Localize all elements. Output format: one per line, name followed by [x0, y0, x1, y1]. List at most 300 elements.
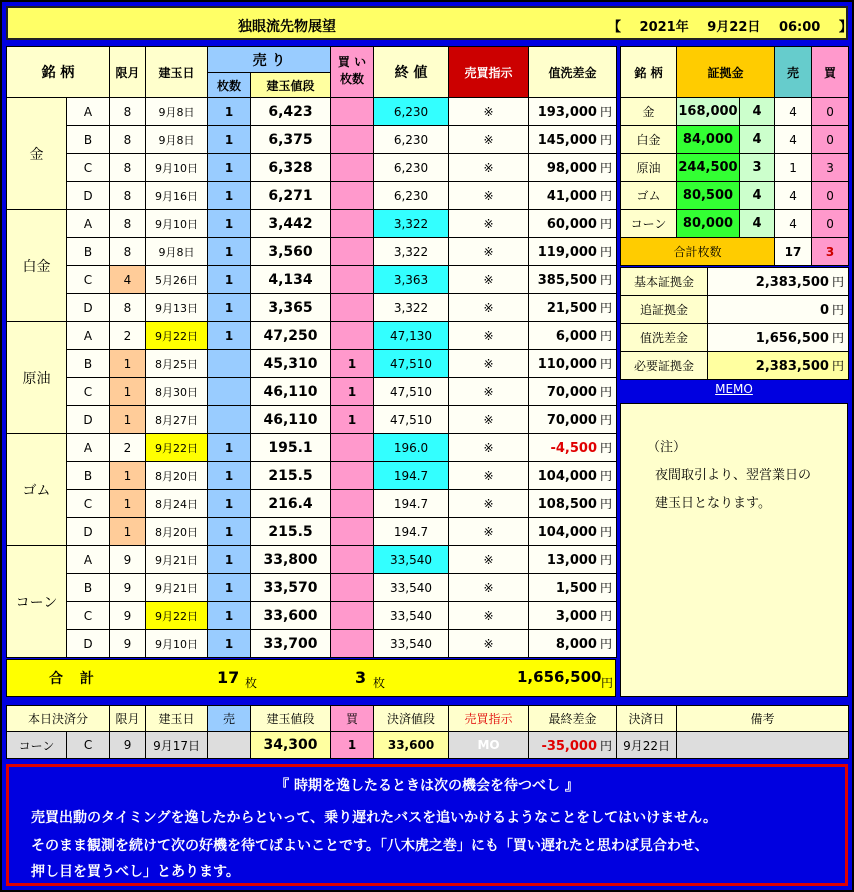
position-price: 47,250: [251, 322, 331, 350]
position-close: 6,230: [374, 154, 449, 182]
position-code: B: [67, 126, 110, 154]
table-row: [7, 322, 617, 350]
table-row: [7, 518, 617, 546]
margin-amount: 168,000: [677, 98, 740, 126]
instruction-mark: ※: [449, 126, 529, 154]
summary-value: [708, 268, 849, 296]
summary-value-number: 0: [819, 303, 829, 318]
instruction-mark: ※: [449, 434, 529, 462]
margin-count: 4: [740, 126, 775, 154]
position-diff: [529, 182, 617, 210]
message-title: 『 時期を逸したるときは次の機会を待つべし 』: [275, 778, 579, 794]
group-name: 原油: [7, 322, 67, 434]
position-close: 33,540: [374, 630, 449, 658]
margin-row: [621, 182, 849, 210]
position-diff: [529, 154, 617, 182]
position-buy-count: [331, 210, 374, 238]
position-month: 8: [110, 182, 146, 210]
position-code: D: [67, 518, 110, 546]
position-buy-count: [331, 322, 374, 350]
yen-unit: 円: [599, 385, 612, 399]
header-instruction: 売買指示: [449, 47, 529, 98]
yen-unit: 円: [599, 245, 612, 259]
table-row: [7, 98, 617, 126]
position-price: 46,110: [251, 406, 331, 434]
yen-unit: 円: [599, 413, 612, 427]
position-diff: [529, 322, 617, 350]
totals-sell-unit: 枚: [245, 676, 258, 690]
position-sell-count: 1: [208, 574, 251, 602]
position-sell-count: [208, 350, 251, 378]
group-name: コーン: [7, 546, 67, 658]
position-diff: [529, 434, 617, 462]
position-diff-value: 41,000: [546, 189, 597, 204]
yen-unit: 円: [599, 189, 612, 203]
summary-label: 基本証拠金: [621, 268, 708, 296]
instruction-mark: ※: [449, 210, 529, 238]
summary-value: [708, 352, 849, 380]
margin-sell: 4: [775, 126, 812, 154]
position-diff: [529, 294, 617, 322]
report-date: 9月22日: [707, 20, 761, 35]
yen-unit: 円: [599, 637, 612, 651]
margin-buy: 0: [812, 182, 849, 210]
memo-title[interactable]: MEMO: [715, 382, 753, 396]
instruction-mark: ※: [449, 378, 529, 406]
position-buy-count: [331, 266, 374, 294]
totals-row: [6, 659, 616, 697]
yen-unit: 円: [831, 331, 844, 345]
position-month: 1: [110, 378, 146, 406]
position-close: 6,230: [374, 182, 449, 210]
header-buy-count: 枚数: [339, 72, 364, 86]
position-diff: [529, 350, 617, 378]
table-row: [7, 574, 617, 602]
position-date: 8月30日: [146, 378, 208, 406]
position-price: 3,365: [251, 294, 331, 322]
yen-unit: 円: [599, 105, 612, 119]
position-sell-count: [208, 378, 251, 406]
position-price: 46,110: [251, 378, 331, 406]
settle-price: 34,300: [251, 732, 331, 759]
position-close: 3,322: [374, 238, 449, 266]
position-close: 3,322: [374, 294, 449, 322]
position-sell-count: 1: [208, 238, 251, 266]
title-bar: [6, 6, 852, 40]
table-row: [7, 126, 617, 154]
position-price: 3,442: [251, 210, 331, 238]
position-code: C: [67, 602, 110, 630]
instruction-mark: ※: [449, 574, 529, 602]
position-price: 33,600: [251, 602, 331, 630]
summary-value-number: 1,656,500: [755, 331, 829, 346]
position-price: 33,570: [251, 574, 331, 602]
position-sell-count: 1: [208, 490, 251, 518]
yen-unit: 円: [599, 133, 612, 147]
instruction-mark: ※: [449, 98, 529, 126]
margin-table: [620, 46, 849, 266]
settle-date: 9月17日: [146, 732, 208, 759]
summary-value: [708, 296, 849, 324]
position-code: D: [67, 406, 110, 434]
summary-value: [708, 324, 849, 352]
summary-row: [621, 324, 849, 352]
positions-table: [6, 46, 617, 658]
settle-instruction: MO: [449, 732, 529, 759]
table-row: [7, 434, 617, 462]
page-title: 独眼流先物展望: [238, 19, 336, 35]
settle-header-month: 限月: [110, 706, 146, 732]
position-month: 8: [110, 238, 146, 266]
yen-unit: 円: [599, 553, 612, 567]
position-sell-count: 1: [208, 98, 251, 126]
position-price: 6,423: [251, 98, 331, 126]
position-buy-count: [331, 518, 374, 546]
position-sell-count: 1: [208, 546, 251, 574]
position-close: 194.7: [374, 490, 449, 518]
header-month: 限月: [110, 47, 146, 98]
position-sell-count: 1: [208, 322, 251, 350]
position-diff: [529, 126, 617, 154]
settle-settle-date: 9月22日: [617, 732, 677, 759]
settle-header-buy: 買: [331, 706, 374, 732]
margin-amount: 80,500: [677, 182, 740, 210]
position-date: 5月26日: [146, 266, 208, 294]
instruction-mark: ※: [449, 462, 529, 490]
settle-brand: コーン: [7, 732, 67, 759]
position-diff: [529, 210, 617, 238]
settle-header-settle-price: 決済値段: [374, 706, 449, 732]
position-month: 8: [110, 294, 146, 322]
report-year: 2021年: [639, 20, 689, 35]
position-month: 1: [110, 462, 146, 490]
position-close: 33,540: [374, 574, 449, 602]
margin-amount: 84,000: [677, 126, 740, 154]
position-diff: [529, 602, 617, 630]
position-diff: [529, 406, 617, 434]
yen-unit: 円: [600, 738, 613, 753]
position-sell-count: 1: [208, 518, 251, 546]
position-month: 8: [110, 98, 146, 126]
table-row: [7, 406, 617, 434]
position-sell-count: 1: [208, 182, 251, 210]
position-buy-count: [331, 294, 374, 322]
margin-buy: 3: [812, 154, 849, 182]
position-month: 1: [110, 518, 146, 546]
margin-count: 4: [740, 210, 775, 238]
position-month: 9: [110, 602, 146, 630]
position-diff-value: 145,000: [537, 133, 597, 148]
position-close: 33,540: [374, 546, 449, 574]
position-code: A: [67, 434, 110, 462]
position-code: C: [67, 154, 110, 182]
position-diff-value: 108,500: [537, 497, 597, 512]
position-code: B: [67, 574, 110, 602]
position-buy-count: [331, 462, 374, 490]
report-datetime: [608, 16, 854, 35]
margin-sell: 4: [775, 210, 812, 238]
settle-header-price: 建玉値段: [251, 706, 331, 732]
margin-count: 4: [740, 182, 775, 210]
position-diff-value: 3,000: [555, 609, 597, 624]
position-buy-count: [331, 154, 374, 182]
position-diff-value: 13,000: [546, 553, 597, 568]
margin-total-sell: 17: [775, 238, 812, 266]
bracket-right: 】: [838, 20, 852, 35]
settle-header-date: 建玉日: [146, 706, 208, 732]
position-diff: [529, 266, 617, 294]
yen-unit: 円: [599, 301, 612, 315]
position-price: 33,800: [251, 546, 331, 574]
table-row: [7, 378, 617, 406]
position-buy-count: [331, 98, 374, 126]
position-code: D: [67, 294, 110, 322]
position-month: 1: [110, 350, 146, 378]
position-sell-count: 1: [208, 294, 251, 322]
position-code: A: [67, 210, 110, 238]
position-price: 33,700: [251, 630, 331, 658]
settle-buy: 1: [331, 732, 374, 759]
yen-unit: 円: [599, 441, 612, 455]
table-row: [7, 154, 617, 182]
header-date: 建玉日: [146, 47, 208, 98]
position-month: 9: [110, 546, 146, 574]
memo-line: 建玉日となります。: [655, 496, 771, 511]
group-name: 白金: [7, 210, 67, 322]
settle-header-instruction: 売買指示: [449, 706, 529, 732]
totals-sell-count: 17: [217, 668, 240, 687]
position-date: 9月22日: [146, 602, 208, 630]
position-date: 9月10日: [146, 630, 208, 658]
position-code: A: [67, 322, 110, 350]
position-date: 9月22日: [146, 322, 208, 350]
summary-label: 追証拠金: [621, 296, 708, 324]
position-code: A: [67, 98, 110, 126]
position-date: 9月21日: [146, 574, 208, 602]
position-buy-count: [331, 434, 374, 462]
group-name: ゴム: [7, 434, 67, 546]
settle-header-label: 本日決済分: [7, 706, 110, 732]
instruction-mark: ※: [449, 266, 529, 294]
message-line: そのまま観測を続けて次の好機を待てばよいことです。「八木虎之巻」にも「買い遅れたと思わば見合わせ、: [31, 838, 709, 854]
summary-table: [620, 267, 849, 380]
position-sell-count: 1: [208, 210, 251, 238]
position-diff-value: 110,000: [537, 357, 597, 372]
position-price: 6,375: [251, 126, 331, 154]
position-diff: [529, 462, 617, 490]
table-row: [7, 294, 617, 322]
position-close: 194.7: [374, 462, 449, 490]
instruction-mark: ※: [449, 350, 529, 378]
margin-amount: 80,000: [677, 210, 740, 238]
position-date: 9月10日: [146, 154, 208, 182]
position-date: 8月24日: [146, 490, 208, 518]
memo-panel: [620, 403, 848, 697]
bracket-left: 【: [608, 20, 622, 35]
table-row: [7, 350, 617, 378]
position-diff-value: 119,000: [537, 245, 597, 260]
position-month: 8: [110, 210, 146, 238]
position-buy-count: [331, 574, 374, 602]
margin-header-buy: 買: [812, 47, 849, 98]
position-diff: [529, 630, 617, 658]
margin-row: [621, 126, 849, 154]
margin-row: [621, 98, 849, 126]
position-diff: [529, 546, 617, 574]
position-sell-count: [208, 406, 251, 434]
position-diff-value: 104,000: [537, 469, 597, 484]
header-sell: 売 り: [208, 47, 331, 73]
totals-label: 合 計: [49, 671, 100, 687]
margin-brand: 原油: [621, 154, 677, 182]
position-buy-count: [331, 630, 374, 658]
yen-unit: 円: [599, 581, 612, 595]
header-brand: 銘 柄: [7, 47, 110, 98]
margin-header-amount: 証拠金: [677, 47, 775, 98]
position-month: 1: [110, 406, 146, 434]
position-month: 2: [110, 434, 146, 462]
position-buy-count: 1: [331, 378, 374, 406]
position-close: 194.7: [374, 518, 449, 546]
position-month: 2: [110, 322, 146, 350]
table-row: [7, 490, 617, 518]
position-buy-count: [331, 490, 374, 518]
position-close: 47,130: [374, 322, 449, 350]
margin-brand: 金: [621, 98, 677, 126]
position-month: 4: [110, 266, 146, 294]
table-row: [7, 266, 617, 294]
header-sell-count: 枚数: [208, 73, 251, 98]
position-date: 9月8日: [146, 98, 208, 126]
position-code: C: [67, 378, 110, 406]
position-diff: [529, 378, 617, 406]
settle-header-settle-date: 決済日: [617, 706, 677, 732]
yen-unit: 円: [599, 357, 612, 371]
totals-buy-unit: 枚: [373, 676, 386, 690]
yen-unit: 円: [599, 469, 612, 483]
table-row: [7, 238, 617, 266]
position-diff: [529, 238, 617, 266]
instruction-mark: ※: [449, 322, 529, 350]
memo-text: [647, 434, 811, 518]
position-price: 3,560: [251, 238, 331, 266]
instruction-mark: ※: [449, 154, 529, 182]
position-code: C: [67, 266, 110, 294]
margin-sell: 4: [775, 98, 812, 126]
position-code: C: [67, 490, 110, 518]
position-code: D: [67, 630, 110, 658]
settle-header-note: 備考: [677, 706, 849, 732]
header-diff: 值洗差金: [529, 47, 617, 98]
position-sell-count: 1: [208, 630, 251, 658]
instruction-mark: ※: [449, 490, 529, 518]
position-buy-count: [331, 602, 374, 630]
position-price: 215.5: [251, 518, 331, 546]
position-code: D: [67, 182, 110, 210]
yen-unit: 円: [599, 497, 612, 511]
position-price: 4,134: [251, 266, 331, 294]
position-close: 33,540: [374, 602, 449, 630]
position-diff: [529, 574, 617, 602]
margin-count: 4: [740, 98, 775, 126]
totals-buy-count: 3: [355, 668, 367, 687]
settle-header-sell: 売: [208, 706, 251, 732]
settle-code: C: [67, 732, 110, 759]
instruction-mark: ※: [449, 406, 529, 434]
yen-unit: 円: [599, 273, 612, 287]
margin-buy: 0: [812, 98, 849, 126]
yen-unit: 円: [599, 525, 612, 539]
summary-row: [621, 296, 849, 324]
position-diff-value: 98,000: [546, 161, 597, 176]
position-diff-value: 193,000: [537, 105, 597, 120]
report-time: 06:00: [778, 20, 821, 35]
settle-settle-price: 33,600: [374, 732, 449, 759]
position-month: 8: [110, 126, 146, 154]
totals-yen: 円: [601, 676, 614, 690]
position-date: 9月10日: [146, 210, 208, 238]
position-sell-count: 1: [208, 602, 251, 630]
position-price: 6,271: [251, 182, 331, 210]
position-diff: [529, 518, 617, 546]
position-sell-count: 1: [208, 462, 251, 490]
position-close: 6,230: [374, 98, 449, 126]
position-sell-count: 1: [208, 154, 251, 182]
margin-total-buy: 3: [812, 238, 849, 266]
table-row: [7, 602, 617, 630]
position-date: 9月21日: [146, 546, 208, 574]
position-close: 196.0: [374, 434, 449, 462]
position-date: 8月20日: [146, 518, 208, 546]
position-month: 9: [110, 574, 146, 602]
position-close: 47,510: [374, 350, 449, 378]
position-date: 9月22日: [146, 434, 208, 462]
instruction-mark: ※: [449, 602, 529, 630]
instruction-mark: ※: [449, 546, 529, 574]
settle-final-diff-value: -35,000: [541, 738, 597, 754]
settle-sell: [208, 732, 251, 759]
position-month: 8: [110, 154, 146, 182]
position-date: 9月8日: [146, 238, 208, 266]
position-diff-value: 385,500: [537, 273, 597, 288]
header-price: 建玉値段: [251, 73, 331, 98]
instruction-mark: ※: [449, 630, 529, 658]
position-code: A: [67, 546, 110, 574]
margin-brand: ゴム: [621, 182, 677, 210]
position-diff: [529, 98, 617, 126]
margin-sell: 1: [775, 154, 812, 182]
header-close: 終 値: [374, 47, 449, 98]
position-sell-count: 1: [208, 434, 251, 462]
position-close: 47,510: [374, 406, 449, 434]
margin-brand: 白金: [621, 126, 677, 154]
margin-buy: 0: [812, 126, 849, 154]
margin-header-sell: 売: [775, 47, 812, 98]
position-code: B: [67, 350, 110, 378]
position-close: 47,510: [374, 378, 449, 406]
summary-row: [621, 268, 849, 296]
position-diff-value: 60,000: [546, 217, 597, 232]
position-month: 1: [110, 490, 146, 518]
position-price: 195.1: [251, 434, 331, 462]
yen-unit: 円: [831, 359, 844, 373]
position-price: 6,328: [251, 154, 331, 182]
margin-row: [621, 210, 849, 238]
margin-brand: コーン: [621, 210, 677, 238]
position-sell-count: 1: [208, 266, 251, 294]
position-buy-count: [331, 182, 374, 210]
table-row: [7, 546, 617, 574]
